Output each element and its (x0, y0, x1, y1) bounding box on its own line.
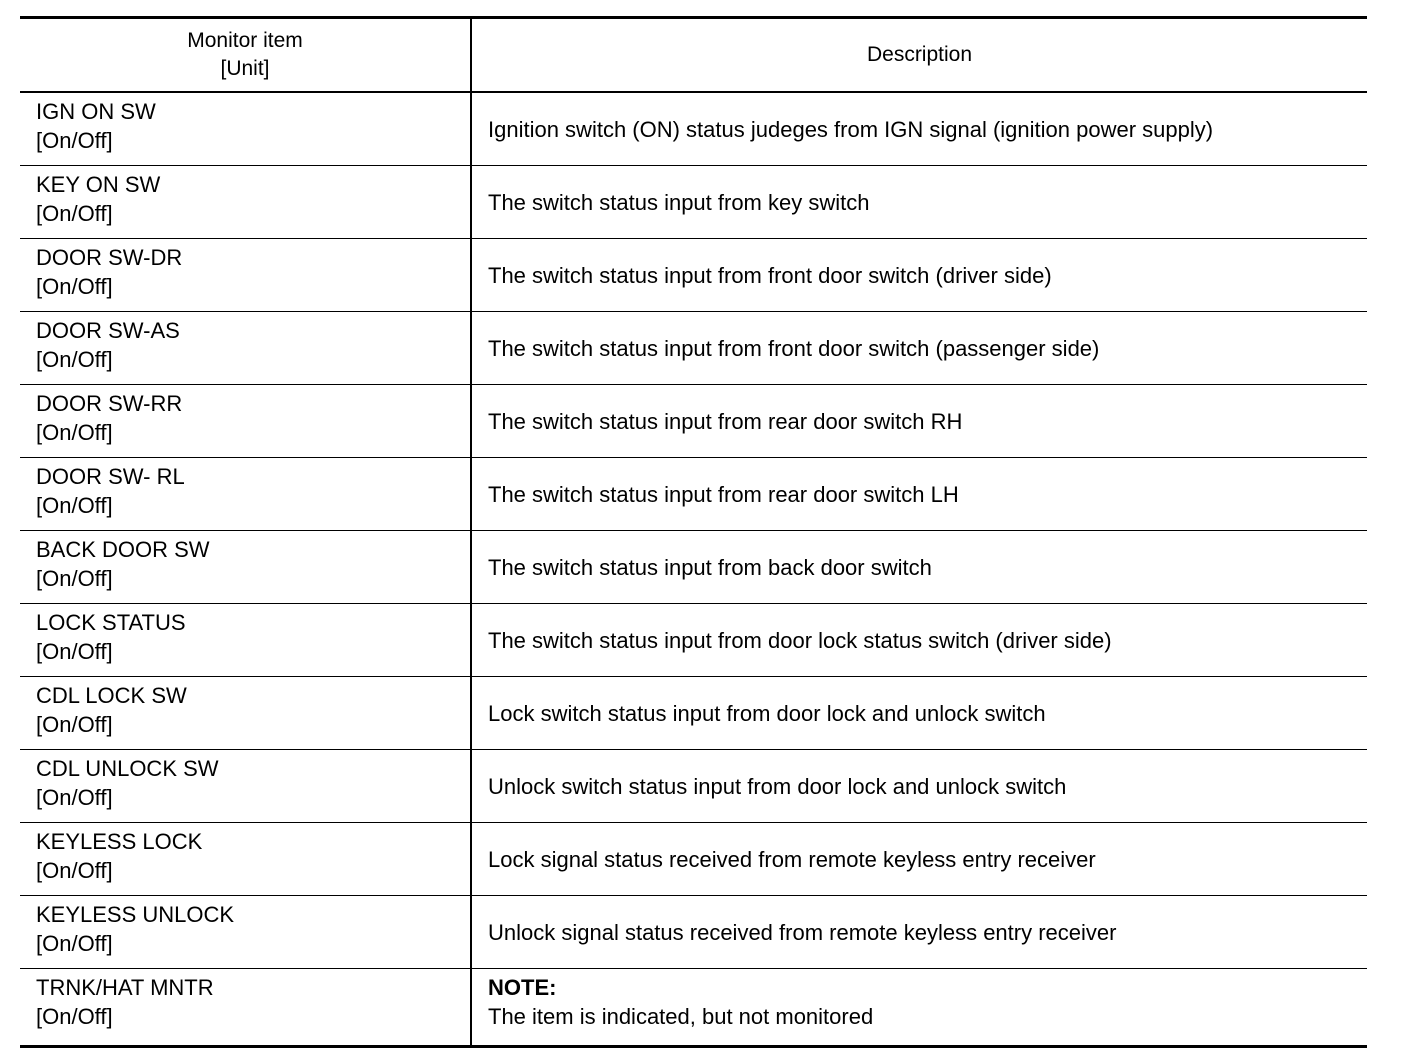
table-header-row (20, 18, 1367, 93)
monitor-item-cell (20, 458, 471, 531)
description-cell: The switch status input from door lock status switch (driver side) (471, 604, 1367, 677)
monitor-item-table (20, 16, 1367, 1048)
table-row (20, 969, 1367, 1047)
description-column-header: Description (471, 18, 1367, 93)
table-row (20, 239, 1367, 312)
description-cell: The switch status input from front door switch (driver side) (471, 239, 1367, 312)
monitor-item-unit: [On/Off] (36, 566, 113, 591)
monitor-item-unit: [On/Off] (36, 420, 113, 445)
table-row (20, 604, 1367, 677)
monitor-item-name: DOOR SW-RR (36, 391, 183, 416)
monitor-item-cell (20, 92, 471, 166)
note-text: The item is indicated, but not monitored (488, 1004, 874, 1029)
monitor-item-cell (20, 604, 471, 677)
monitor-item-name: DOOR SW-DR (36, 245, 183, 270)
monitor-item-cell (20, 239, 471, 312)
table-row (20, 385, 1367, 458)
description-cell: The switch status input from rear door switch RH (471, 385, 1367, 458)
monitor-item-name: DOOR SW- RL (36, 464, 185, 489)
monitor-item-unit: [On/Off] (36, 128, 113, 153)
table-row (20, 531, 1367, 604)
monitor-item-unit: [On/Off] (36, 1004, 113, 1029)
monitor-item-cell (20, 750, 471, 823)
monitor-item-cell (20, 531, 471, 604)
monitor-item-name: CDL UNLOCK SW (36, 756, 219, 781)
monitor-item-header-title: Monitor item (187, 29, 303, 52)
table-row (20, 750, 1367, 823)
monitor-item-cell (20, 677, 471, 750)
monitor-item-unit: [On/Off] (36, 931, 113, 956)
table-row (20, 823, 1367, 896)
description-cell: The switch status input from key switch (471, 166, 1367, 239)
monitor-item-unit: [On/Off] (36, 347, 113, 372)
note-label: NOTE: (488, 975, 557, 1000)
description-cell: Lock switch status input from door lock and unlock switch (471, 677, 1367, 750)
monitor-item-unit: [On/Off] (36, 493, 113, 518)
monitor-item-name: KEY ON SW (36, 172, 161, 197)
monitor-item-unit: [On/Off] (36, 858, 113, 883)
monitor-item-cell (20, 823, 471, 896)
description-cell: The switch status input from front door switch (passenger side) (471, 312, 1367, 385)
monitor-item-column-header (20, 18, 471, 93)
description-cell: Ignition switch (ON) status judeges from IGN signal (ignition power supply) (471, 92, 1367, 166)
monitor-item-name: KEYLESS LOCK (36, 829, 203, 854)
monitor-item-unit: [On/Off] (36, 639, 113, 664)
table-row (20, 92, 1367, 166)
monitor-item-cell (20, 166, 471, 239)
monitor-item-unit: [On/Off] (36, 274, 113, 299)
description-cell: The switch status input from back door switch (471, 531, 1367, 604)
monitor-item-cell (20, 896, 471, 969)
monitor-item-unit: [On/Off] (36, 785, 113, 810)
description-cell: The switch status input from rear door switch LH (471, 458, 1367, 531)
table-row (20, 166, 1367, 239)
monitor-item-unit: [On/Off] (36, 201, 113, 226)
monitor-item-name: CDL LOCK SW (36, 683, 187, 708)
table-row (20, 312, 1367, 385)
monitor-item-unit: [On/Off] (36, 712, 113, 737)
description-cell: Unlock signal status received from remote keyless entry receiver (471, 896, 1367, 969)
monitor-item-name: DOOR SW-AS (36, 318, 180, 343)
table-row (20, 458, 1367, 531)
monitor-item-name: LOCK STATUS (36, 610, 186, 635)
monitor-item-cell (20, 385, 471, 458)
table-row (20, 896, 1367, 969)
monitor-item-name: KEYLESS UNLOCK (36, 902, 235, 927)
monitor-item-header-unit: [Unit] (220, 57, 270, 80)
monitor-item-name: IGN ON SW (36, 99, 156, 124)
table-row (20, 677, 1367, 750)
monitor-item-cell (20, 312, 471, 385)
monitor-item-name: TRNK/HAT MNTR (36, 975, 214, 1000)
description-cell: Lock signal status received from remote keyless entry receiver (471, 823, 1367, 896)
monitor-item-cell (20, 969, 471, 1047)
monitor-item-name: BACK DOOR SW (36, 537, 210, 562)
description-cell (471, 969, 1367, 1047)
description-cell: Unlock switch status input from door lock and unlock switch (471, 750, 1367, 823)
